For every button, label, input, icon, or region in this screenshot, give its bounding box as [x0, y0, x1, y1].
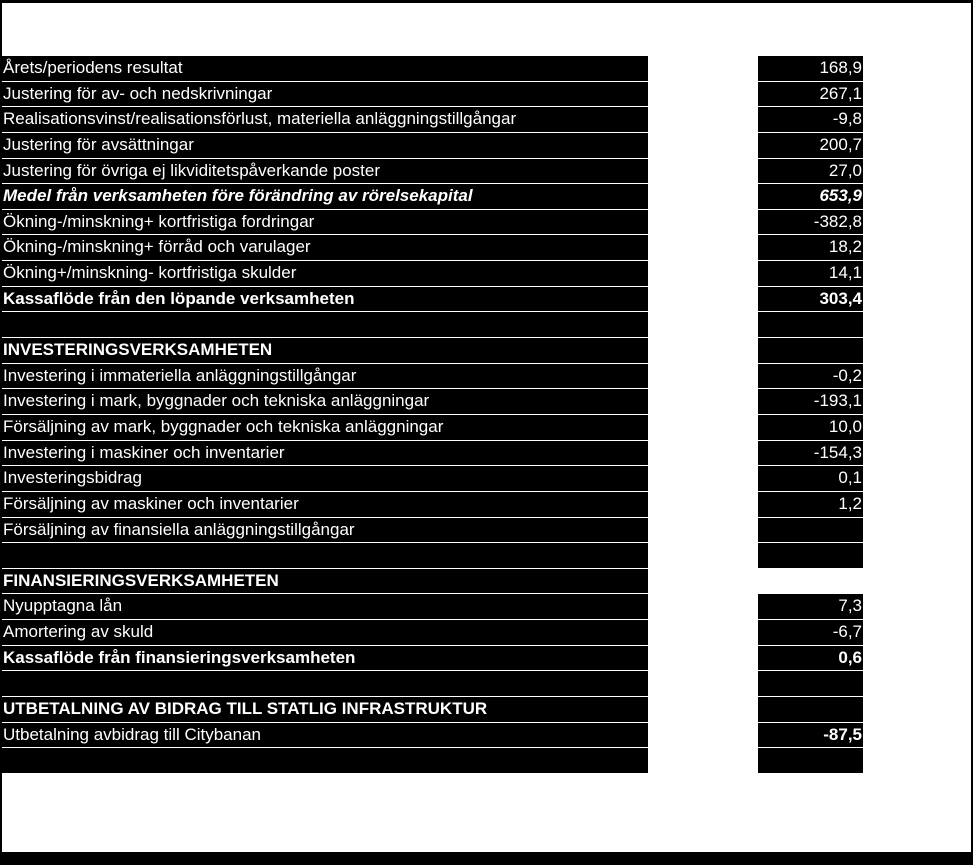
table-row: [0, 697, 973, 723]
row-label: Investering i maskiner och inventarier: [2, 441, 648, 466]
row-label: UTBETALNING AV BIDRAG TILL STATLIG INFRASTRUKTUR: [2, 697, 648, 722]
table-row: [0, 56, 973, 82]
table-row: [0, 261, 973, 287]
row-label: Investering i immateriella anläggningstillgångar: [2, 364, 648, 389]
row-label: Årets/periodens resultat: [2, 56, 648, 81]
table-row: [0, 312, 973, 338]
row-value: 1,2: [758, 492, 863, 517]
table-row: [0, 543, 973, 569]
row-label: [2, 748, 648, 773]
table-row: [0, 594, 973, 620]
table-row: [0, 723, 973, 749]
row-value: [758, 312, 863, 337]
table-row: [0, 518, 973, 544]
row-value: [758, 748, 863, 773]
table-row: [0, 441, 973, 467]
row-label: Investering i mark, byggnader och tekniska anläggningar: [2, 389, 648, 414]
row-label: Amortering av skuld: [2, 620, 648, 645]
row-value: [758, 671, 863, 696]
row-label: Kassaflöde från den löpande verksamheten: [2, 287, 648, 312]
row-label: [2, 312, 648, 337]
table-row: [0, 338, 973, 364]
table-row: [0, 82, 973, 108]
table-row: [0, 415, 973, 441]
row-label: Ökning+/minskning- kortfristiga skulder: [2, 261, 648, 286]
row-label: INVESTERINGSVERKSAMHETEN: [2, 338, 648, 363]
table-row: [0, 620, 973, 646]
row-value: -382,8: [758, 210, 863, 235]
row-label: Realisationsvinst/realisationsförlust, materiella anläggningstillgångar: [2, 107, 648, 132]
row-value: 0,6: [758, 646, 863, 671]
row-value: -6,7: [758, 620, 863, 645]
table-row: [0, 389, 973, 415]
row-label: Försäljning av mark, byggnader och tekniska anläggningar: [2, 415, 648, 440]
row-label: [2, 671, 648, 696]
row-value: 267,1: [758, 82, 863, 107]
row-value: 0,1: [758, 466, 863, 491]
row-value: -0,2: [758, 364, 863, 389]
row-value: 27,0: [758, 159, 863, 184]
table-row: [0, 569, 973, 595]
row-value: 18,2: [758, 235, 863, 260]
row-value: 200,7: [758, 133, 863, 158]
row-label: Utbetalning avbidrag till Citybanan: [2, 723, 648, 748]
row-label: Justering för av- och nedskrivningar: [2, 82, 648, 107]
row-value: 653,9: [758, 184, 863, 209]
table-row: [0, 133, 973, 159]
table-row: [0, 159, 973, 185]
cashflow-table: [0, 56, 973, 774]
row-label: Nyupptagna lån: [2, 594, 648, 619]
row-label: Försäljning av finansiella anläggningstillgångar: [2, 518, 648, 543]
table-row: [0, 646, 973, 672]
row-value: [758, 697, 863, 722]
top-border: [0, 0, 973, 3]
row-label: Ökning-/minskning+ kortfristiga fordringar: [2, 210, 648, 235]
table-row: [0, 466, 973, 492]
table-row: [0, 364, 973, 390]
table-row: [0, 492, 973, 518]
row-label: Försäljning av maskiner och inventarier: [2, 492, 648, 517]
bottom-border: [0, 852, 973, 865]
row-value: 10,0: [758, 415, 863, 440]
row-label: Justering för avsättningar: [2, 133, 648, 158]
row-value: 7,3: [758, 594, 863, 619]
row-value: -87,5: [758, 723, 863, 748]
row-label: Investeringsbidrag: [2, 466, 648, 491]
row-value: 14,1: [758, 261, 863, 286]
row-label: FINANSIERINGSVERKSAMHETEN: [2, 569, 648, 594]
row-label: Medel från verksamheten före förändring av rörelsekapital: [2, 184, 648, 209]
row-value: [758, 518, 863, 543]
table-row: [0, 235, 973, 261]
row-label: Ökning-/minskning+ förråd och varulager: [2, 235, 648, 260]
row-value: [758, 338, 863, 363]
table-row: [0, 287, 973, 313]
row-value: -9,8: [758, 107, 863, 132]
row-value: -193,1: [758, 389, 863, 414]
row-value: 303,4: [758, 287, 863, 312]
row-value: 168,9: [758, 56, 863, 81]
table-row: [0, 107, 973, 133]
table-row: [0, 184, 973, 210]
table-row: [0, 210, 973, 236]
table-row: [0, 748, 973, 774]
row-value: -154,3: [758, 441, 863, 466]
table-row: [0, 671, 973, 697]
row-label: [2, 543, 648, 568]
row-value: [758, 543, 863, 568]
row-label: Justering för övriga ej likviditetspåverkande poster: [2, 159, 648, 184]
row-label: Kassaflöde från finansieringsverksamheten: [2, 646, 648, 671]
